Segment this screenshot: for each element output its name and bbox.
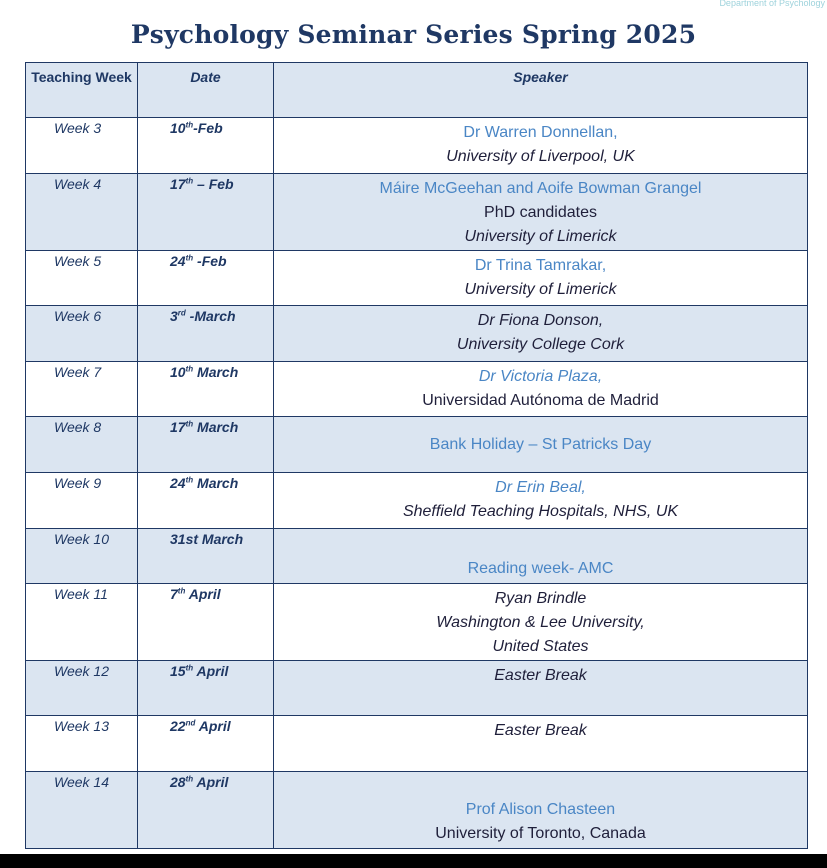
table-row bbox=[26, 772, 808, 849]
header-speaker: Speaker bbox=[274, 63, 808, 118]
date-cell: 10th-Feb bbox=[138, 118, 274, 174]
table-row bbox=[26, 716, 808, 772]
week-cell: Week 9 bbox=[26, 473, 138, 529]
date-cell: 3rd -March bbox=[138, 306, 274, 362]
table-row bbox=[26, 174, 808, 251]
speaker-cell: Easter Break bbox=[274, 716, 808, 772]
date-cell: 24th -Feb bbox=[138, 251, 274, 306]
speaker-cell: Dr Trina Tamrakar, University of Limerick bbox=[274, 251, 808, 306]
week-cell: Week 8 bbox=[26, 417, 138, 473]
week-cell: Week 12 bbox=[26, 661, 138, 716]
date-cell: 24th March bbox=[138, 473, 274, 529]
header-week: Teaching Week bbox=[26, 63, 138, 118]
speaker-cell: Prof Alison Chasteen University of Toronto, Canada bbox=[274, 772, 808, 849]
table-row bbox=[26, 529, 808, 584]
speaker-cell: Máire McGeehan and Aoife Bowman Grangel PhD candidates University of Limerick bbox=[274, 174, 808, 251]
table-row bbox=[26, 417, 808, 473]
table-row bbox=[26, 362, 808, 417]
speaker-cell: Dr Victoria Plaza, Universidad Autónoma de Madrid bbox=[274, 362, 808, 417]
speaker-cell: Dr Warren Donnellan, University of Liverpool, UK bbox=[274, 118, 808, 174]
header-date: Date bbox=[138, 63, 274, 118]
date-cell: 17th – Feb bbox=[138, 174, 274, 251]
date-cell: 28th April bbox=[138, 772, 274, 849]
seminar-table bbox=[25, 62, 808, 849]
date-cell: 15th April bbox=[138, 661, 274, 716]
speaker-cell: Bank Holiday – St Patricks Day bbox=[274, 417, 808, 473]
table-row bbox=[26, 584, 808, 661]
week-cell: Week 13 bbox=[26, 716, 138, 772]
week-cell: Week 11 bbox=[26, 584, 138, 661]
speaker-cell: Ryan Brindle Washington & Lee University, United States bbox=[274, 584, 808, 661]
page-title: Psychology Seminar Series Spring 2025 bbox=[130, 20, 697, 49]
week-cell: Week 5 bbox=[26, 251, 138, 306]
date-cell: 7th April bbox=[138, 584, 274, 661]
header-row bbox=[26, 63, 808, 118]
date-cell: 10th March bbox=[138, 362, 274, 417]
table-row bbox=[26, 661, 808, 716]
date-cell: 17th March bbox=[138, 417, 274, 473]
week-cell: Week 14 bbox=[26, 772, 138, 849]
speaker-cell: Dr Fiona Donson, University College Cork bbox=[274, 306, 808, 362]
table-row bbox=[26, 306, 808, 362]
week-cell: Week 3 bbox=[26, 118, 138, 174]
table-row bbox=[26, 473, 808, 529]
week-cell: Week 7 bbox=[26, 362, 138, 417]
date-cell: 22nd April bbox=[138, 716, 274, 772]
table-row bbox=[26, 118, 808, 174]
week-cell: Week 6 bbox=[26, 306, 138, 362]
date-cell: 31st March bbox=[138, 529, 274, 584]
table-row bbox=[26, 251, 808, 306]
speaker-cell: Easter Break bbox=[274, 661, 808, 716]
week-cell: Week 10 bbox=[26, 529, 138, 584]
department-mark: Department of Psychology bbox=[719, 0, 825, 8]
bottom-border bbox=[0, 854, 827, 868]
week-cell: Week 4 bbox=[26, 174, 138, 251]
speaker-cell: Reading week- AMC bbox=[274, 529, 808, 584]
speaker-cell: Dr Erin Beal, Sheffield Teaching Hospitals, NHS, UK bbox=[274, 473, 808, 529]
